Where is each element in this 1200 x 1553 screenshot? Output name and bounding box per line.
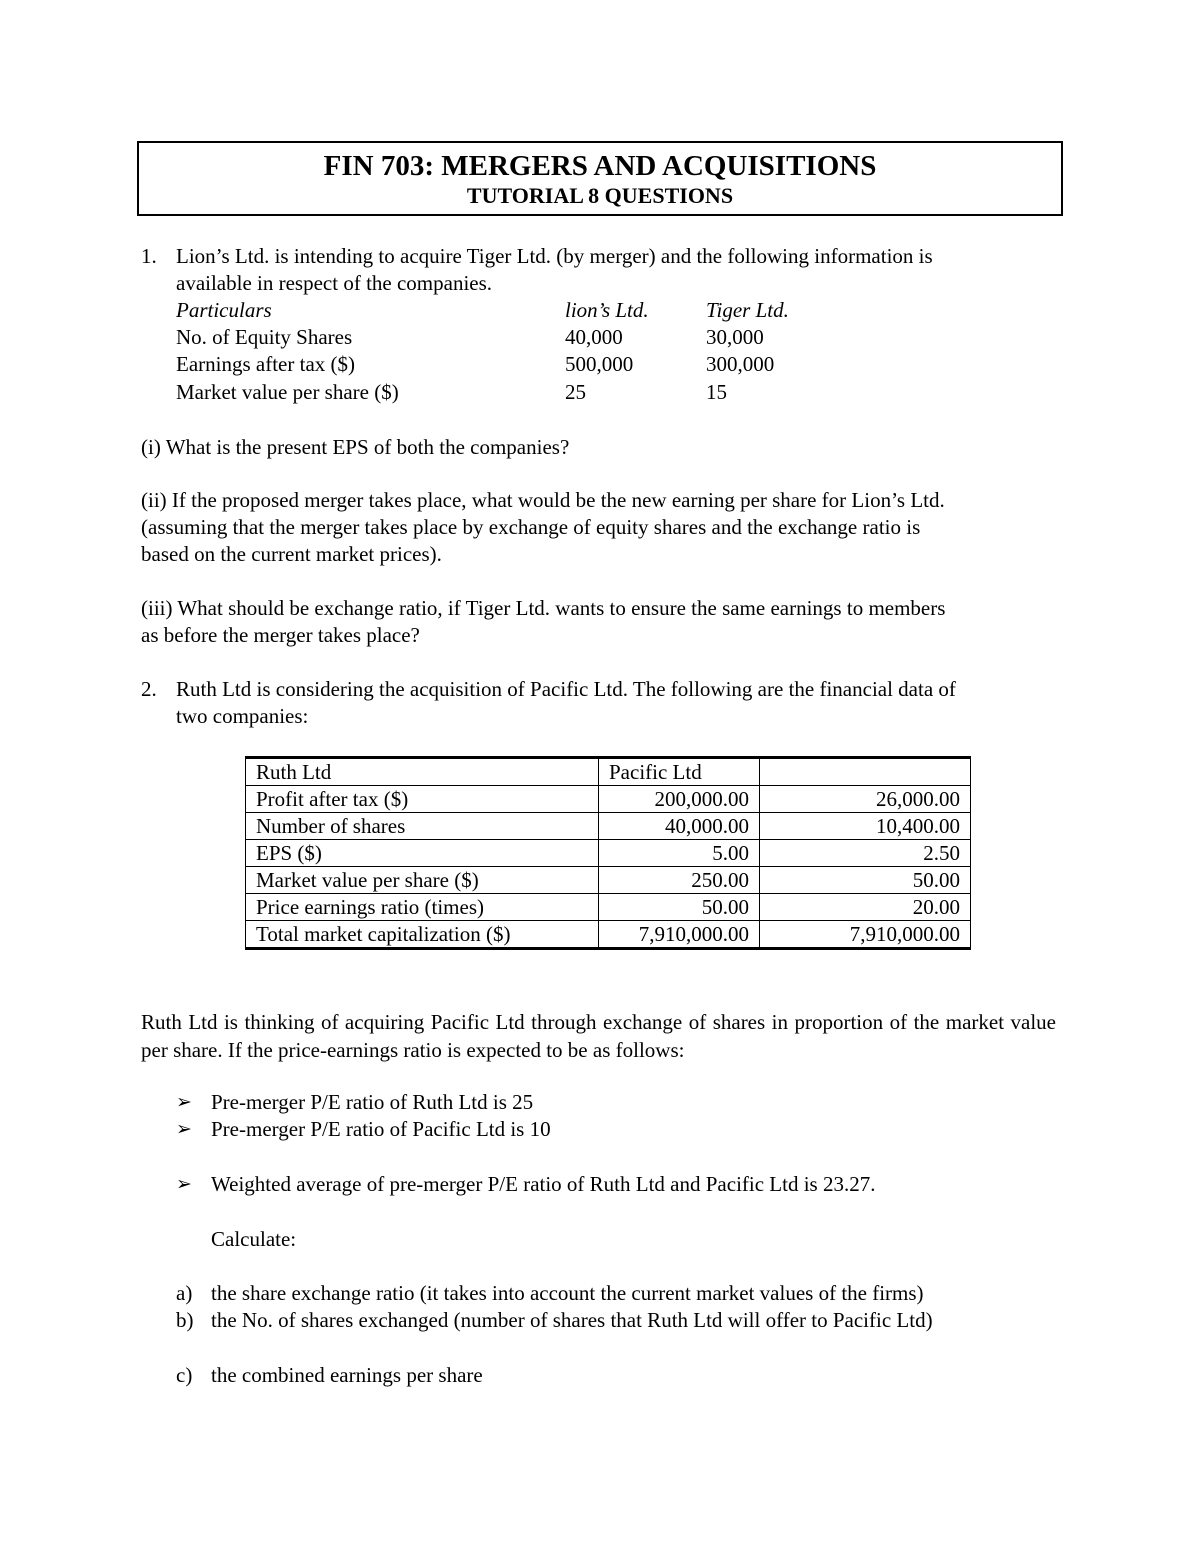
q1-part-iii-line2: as before the merger takes place? <box>141 623 420 647</box>
table-cell: 20.00 <box>760 894 971 921</box>
table-cell: EPS ($) <box>246 840 599 867</box>
q1-header-particulars: Particulars <box>176 298 272 322</box>
table-cell: Ruth Ltd <box>246 758 599 786</box>
q2-bullet: Pre-merger P/E ratio of Pacific Ltd is 10 <box>211 1117 551 1141</box>
table-cell <box>760 758 971 786</box>
q2-paragraph: Ruth Ltd is thinking of acquiring Pacific Ltd through exchange of shares in proportion of the market value per share. If the price-earnings ratio is expected to be as follows: <box>141 1010 1056 1062</box>
q1-row-label: No. of Equity Shares <box>176 325 353 349</box>
q1-row-lions-value: 40,000 <box>565 325 623 349</box>
table-cell: 10,400.00 <box>760 813 971 840</box>
table-cell: Market value per share ($) <box>246 867 599 894</box>
q1-row-lions-value: 500,000 <box>565 352 634 376</box>
table-row <box>246 894 971 921</box>
q2-bullet: Weighted average of pre-merger P/E ratio of Ruth Ltd and Pacific Ltd is 23.27. <box>211 1172 876 1196</box>
q2-number: 2. <box>141 677 157 701</box>
q2-item-text: the No. of shares exchanged (number of shares that Ruth Ltd will offer to Pacific Ltd) <box>211 1308 933 1332</box>
table-cell: 26,000.00 <box>760 786 971 813</box>
q1-row-tiger-value: 300,000 <box>706 352 775 376</box>
arrow-bullet-icon: ➢ <box>176 1119 192 1140</box>
q1-part-ii-line1: (ii) If the proposed merger takes place, what would be the new earning per share for Lion’s Ltd. <box>141 488 945 512</box>
q1-row-lions-value: 25 <box>565 380 586 404</box>
q1-intro-line2: available in respect of the companies. <box>176 271 493 295</box>
table-cell: 40,000.00 <box>599 813 760 840</box>
table-cell: 50.00 <box>599 894 760 921</box>
q1-part-ii-line3: based on the current market prices). <box>141 542 442 566</box>
title-box <box>137 141 1063 216</box>
table-row <box>246 786 971 813</box>
q2-item-label: b) <box>176 1308 194 1332</box>
q1-part-i: (i) What is the present EPS of both the companies? <box>141 435 570 459</box>
table-cell: 200,000.00 <box>599 786 760 813</box>
document-subtitle: TUTORIAL 8 QUESTIONS <box>466 183 734 208</box>
q2-item-label: a) <box>176 1281 193 1305</box>
q1-part-ii-line2: (assuming that the merger takes place by exchange of equity shares and the exchange ratio is <box>141 515 921 539</box>
table-row <box>246 840 971 867</box>
table-cell: 2.50 <box>760 840 971 867</box>
q2-bullet: Pre-merger P/E ratio of Ruth Ltd is 25 <box>211 1090 534 1114</box>
q2-item-label: c) <box>176 1363 193 1387</box>
table-row <box>246 867 971 894</box>
table-cell: Total market capitalization ($) <box>246 921 599 949</box>
financial-data-table <box>245 756 971 950</box>
table-cell: 7,910,000.00 <box>599 921 760 949</box>
q1-part-iii-line1: (iii) What should be exchange ratio, if Tiger Ltd. wants to ensure the same earnings to members <box>141 596 946 620</box>
q2-item-text: the share exchange ratio (it takes into account the current market values of the firms) <box>211 1281 924 1305</box>
table-cell: Profit after tax ($) <box>246 786 599 813</box>
table-row <box>246 813 971 840</box>
table-row <box>246 921 971 949</box>
q1-header-tiger: Tiger Ltd. <box>706 298 789 322</box>
q1-row-label: Earnings after tax ($) <box>176 352 356 376</box>
q2-intro-line1: Ruth Ltd is considering the acquisition of Pacific Ltd. The following are the financial data of <box>176 677 956 701</box>
q2-item-text: the combined earnings per share <box>211 1363 483 1387</box>
table-cell: Number of shares <box>246 813 599 840</box>
table-cell: 50.00 <box>760 867 971 894</box>
q1-row-tiger-value: 30,000 <box>706 325 764 349</box>
table-cell: Pacific Ltd <box>599 758 760 786</box>
table-cell: 5.00 <box>599 840 760 867</box>
table-cell: 7,910,000.00 <box>760 921 971 949</box>
q1-row-label: Market value per share ($) <box>176 380 399 404</box>
q1-header-lions: lion’s Ltd. <box>565 298 649 322</box>
q2-intro-line2: two companies: <box>176 704 309 728</box>
arrow-bullet-icon: ➢ <box>176 1174 192 1195</box>
q2-calculate-label: Calculate: <box>211 1227 297 1251</box>
q1-number: 1. <box>141 244 157 268</box>
arrow-bullet-icon: ➢ <box>176 1092 192 1113</box>
table-cell: 250.00 <box>599 867 760 894</box>
table-header-row <box>246 758 971 786</box>
document-title: FIN 703: MERGERS AND ACQUISITIONS <box>323 150 877 182</box>
q1-intro-line1: Lion’s Ltd. is intending to acquire Tiger Ltd. (by merger) and the following information is <box>176 244 933 268</box>
q1-row-tiger-value: 15 <box>706 380 727 404</box>
table-cell: Price earnings ratio (times) <box>246 894 599 921</box>
